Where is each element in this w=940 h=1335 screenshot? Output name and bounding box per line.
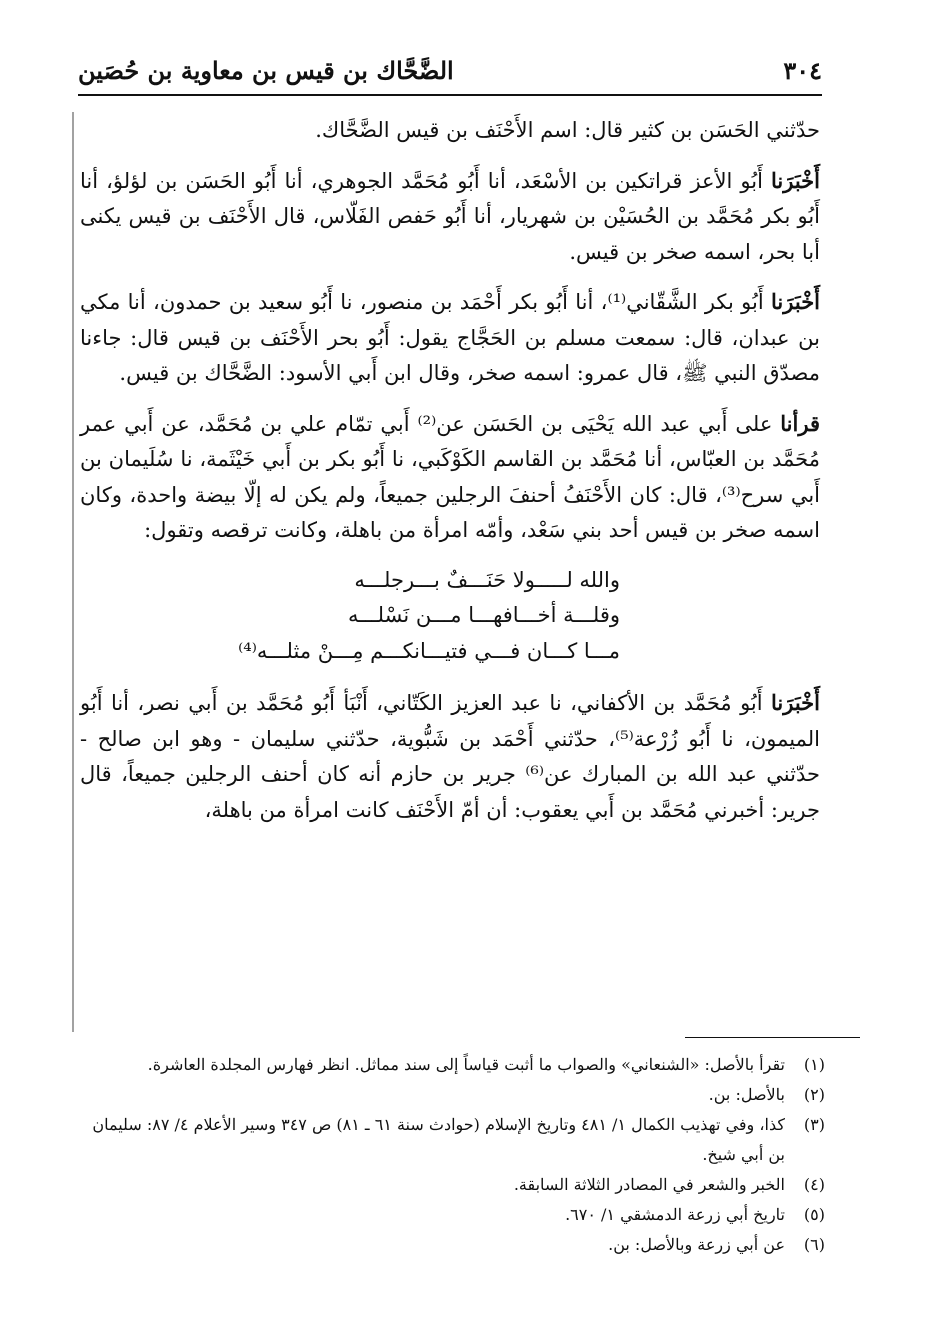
header-rule xyxy=(78,94,822,96)
footnote-text: بالأصل: بن. xyxy=(708,1085,785,1104)
paragraph xyxy=(80,406,820,549)
footnote xyxy=(80,1170,825,1200)
paragraph-lead: أَخْبَرَنا xyxy=(771,289,821,314)
paragraph-text: حدّثني الحَسَن بن كثير قال: اسم الأَحْنَف بن قيس الضَّحَّاك. xyxy=(315,118,820,142)
footnote-number: (٢) xyxy=(803,1085,825,1104)
paragraph-text: أَبُو الأعز قراتكين بن الأسْعَد، أنا أَبُو مُحَمَّد الجوهري، أنا أَبُو الحَسَن بن لؤلؤ، أنا أَبُو بكر مُحَمَّد بن الحُسَيْن بن شهريار، أنا أَبُو حَفص الفَلّاس، قال الأَحْنَف بن قيس يكنى أبا بحر، اسمه صخر بن قيس. xyxy=(80,168,820,264)
paragraph xyxy=(80,685,820,828)
paragraph-lead: قرأنا xyxy=(780,410,820,436)
footnote-text: الخبر والشعر في المصادر الثلاثة السابقة. xyxy=(513,1175,785,1194)
footnote-number: (٦) xyxy=(803,1235,825,1254)
paragraph-text: أَبُو مُحَمَّد بن الأكفاني، نا عبد العزيز الكَتّاني، أَنْبَأ أَبُو مُحَمَّد بن أَبي نصر، أنا أَبُو الميمون، نا أَبُو زُرْعة⁽⁵⁾، حدّثني أَحْمَد بن شَبُّوية، حدّثني سليمان - وهو ابن صالح - حدّثني عبد الله بن المبارك عن⁽⁶⁾ جرير بن حازم أنه كان أحنف الرجلين جميعاً، قال جرير: أخبرني مُحَمَّد بن أَبي يعقوب: أن أمّ الأَحْنَف كانت امرأة من باهلة، xyxy=(80,691,820,822)
paragraph-text: على أَبي عبد الله يَحْيَى بن الحَسَن عن⁽²⁾ أَبي تمّام علي بن مُحَمَّد، عن أَبي عمر مُحَمَّد بن العبّاس، أنا مُحَمَّد بن القاسم الكَوْكَبي، نا أَبُو بكر بن أَبي خَيْثَمة، نا سُلَيمان بن أَبي سرح⁽³⁾، قال: كان الأَحْنَفُ أحنفَ الرجلين جميعاً، ولم يكن له إلّا بيضة واحدة، وكان اسمه صخر بن قيس أحد بني سَعْد، وأمّه امرأة من باهلة، وكانت ترقصه وتقول: xyxy=(80,411,821,542)
footnote-number: (٥) xyxy=(803,1205,825,1224)
page-header xyxy=(78,52,822,94)
binding-edge-mark xyxy=(72,112,74,1032)
footnotes xyxy=(80,1050,825,1260)
poem-verse xyxy=(80,563,820,670)
footnote-rule xyxy=(685,1037,860,1038)
footnote xyxy=(80,1200,825,1230)
running-title: الضَّحَّاك بن قيس بن معاوية بن حُصَين xyxy=(78,56,454,85)
verse-line: وقلـــة أخـــافهـــا مـــن نَسْلـــه xyxy=(347,603,620,627)
footnote-text: تاريخ أبي زرعة الدمشقي ١/ ٦٧٠. xyxy=(565,1205,785,1224)
paragraph-lead: أَخْبَرَنا xyxy=(771,167,820,193)
footnote xyxy=(80,1110,825,1170)
footnote-text: كذا، وفي تهذيب الكمال ١/ ٤٨١ وتاريخ الإسلام (حوادث سنة ٦١ ـ ٨١) ص ٣٤٧ وسير الأعلام ٤/ ٨٧: سليمان بن أبي شيخ. xyxy=(92,1115,785,1164)
verse-line: مـــا كـــان فـــي فتيـــانكـــم مِـــنْ مثلـــه⁽⁴⁾ xyxy=(238,638,620,663)
paragraph xyxy=(80,163,820,271)
verse-line: والله لـــــولا حَنَـــفٌ بـــرجلـــه xyxy=(354,567,620,592)
paragraph-text: أَبُو بكر الشَّقّاني⁽¹⁾، أنا أَبُو بكر أَحْمَد بن منصور، نا أَبُو سعيد بن حمدون، أنا مكي بن عبدان، قال: سمعت مسلم بن الحَجَّاج يقول: أَبُو بحر الأَحْنَف بن قيس قال: جاءنا مصدّق النبي ﷺ، قال عمرو: اسمه صخر، وقال ابن أَبي الأسود: الضَّحَّاك بن قيس. xyxy=(80,290,820,385)
footnote xyxy=(80,1230,825,1260)
paragraph-lead: أَخْبَرَنا xyxy=(771,690,820,715)
page-number: ٣٠٤ xyxy=(783,56,822,85)
footnote-text: عن أبي زرعة وبالأصل: بن. xyxy=(608,1235,785,1254)
footnote-number: (٤) xyxy=(803,1175,825,1194)
footnote xyxy=(80,1050,825,1080)
footnote-number: (٣) xyxy=(803,1115,825,1134)
paragraph xyxy=(80,112,820,149)
footnote-text: تقرأ بالأصل: «الشنعاني» والصواب ما أثبت قياساً إلى سند مماثل. انظر فهارس المجلدة العاشرة. xyxy=(147,1055,785,1074)
footnote xyxy=(80,1080,825,1110)
footnote-number: (١) xyxy=(803,1055,825,1074)
paragraph xyxy=(80,284,820,392)
main-text xyxy=(80,112,820,842)
